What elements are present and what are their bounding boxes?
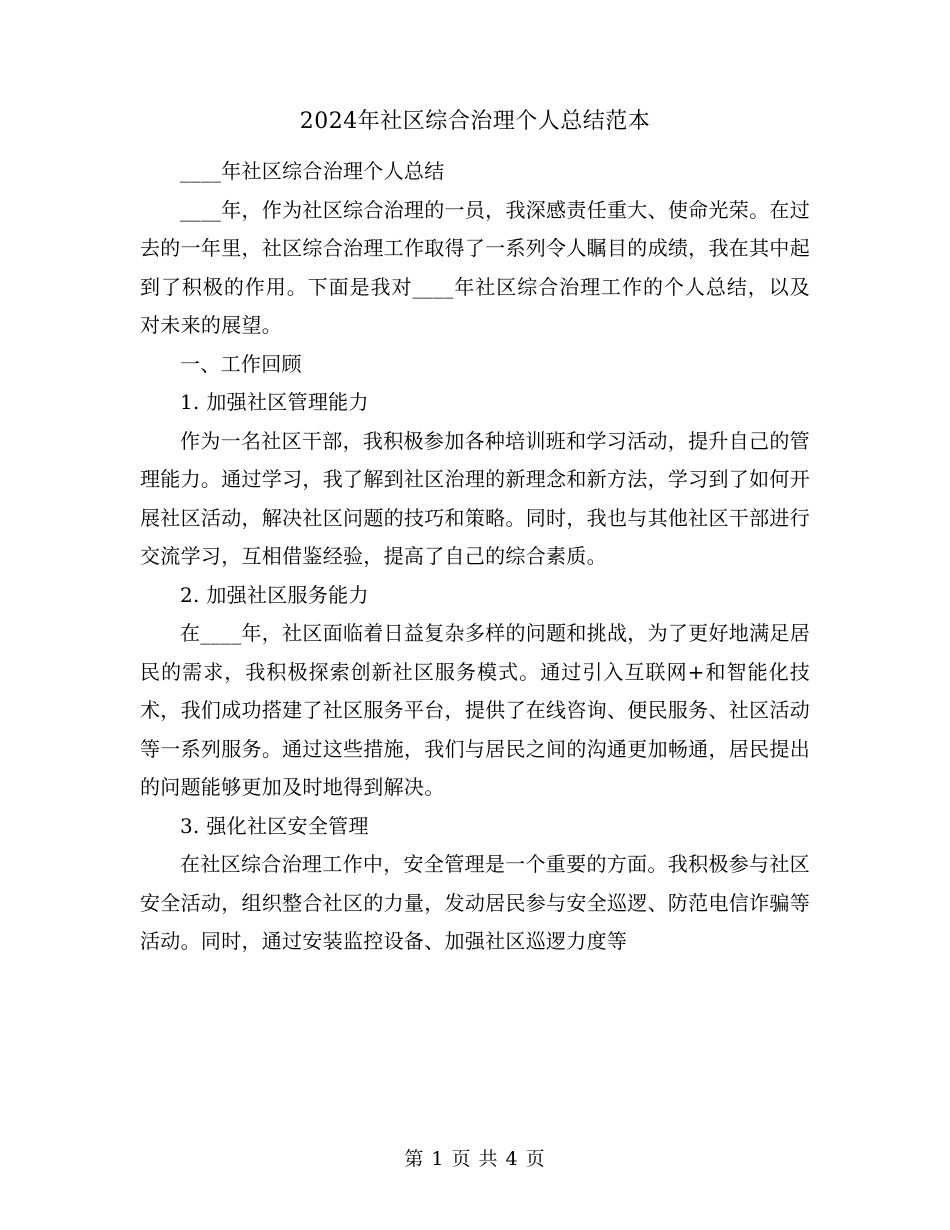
subsection-heading-2: 2. 加强社区服务能力 xyxy=(180,582,369,607)
document-title: 2024年社区综合治理个人总结范本 xyxy=(299,109,651,134)
section-heading: 一、工作回顾 xyxy=(180,351,302,376)
subsection-heading-3: 3. 强化社区安全管理 xyxy=(180,813,369,838)
subtitle-paragraph: ____年社区综合治理个人总结 xyxy=(180,159,445,183)
document-body xyxy=(140,152,810,961)
body-paragraph-1: 作为一名社区干部，我积极参加各种培训班和学习活动，提升自己的管理能力。通过学习，我了解到社区治理的新理念和新方法，学习到了如何开展社区活动，解决社区问题的技巧和策略。同时，我也与其他社区干部进行交流学习，互相借鉴经验，提高了自己的综合素质。 xyxy=(140,428,810,568)
intro-paragraph: ____年，作为社区综合治理的一员，我深感责任重大、使命光荣。在过去的一年里，社区综合治理工作取得了一系列令人瞩目的成绩，我在其中起到了积极的作用。下面是我对____年社区综合治理工作的个人总结，以及对未来的展望。 xyxy=(140,197,810,337)
page-number-footer: 第 1 页 共 4 页 xyxy=(404,1148,546,1170)
subsection-heading-1: 1. 加强社区管理能力 xyxy=(180,390,369,414)
body-paragraph-2: 在____年，社区面临着日益复杂多样的问题和挑战，为了更好地满足居民的需求，我积极探索创新社区服务模式。通过引入互联网+和智能化技术，我们成功搭建了社区服务平台，提供了在线咨询、便民服务、社区活动等一系列服务。通过这些措施，我们与居民之间的沟通更加畅通，居民提出的问题能够更加及时地得到解决。 xyxy=(140,621,810,799)
body-paragraph-3: 在社区综合治理工作中，安全管理是一个重要的方面。我积极参与社区安全活动，组织整合社区的力量，发动居民参与安全巡逻、防范电信诈骗等活动。同时，通过安装监控设备、加强社区巡逻力度等 xyxy=(140,852,810,953)
